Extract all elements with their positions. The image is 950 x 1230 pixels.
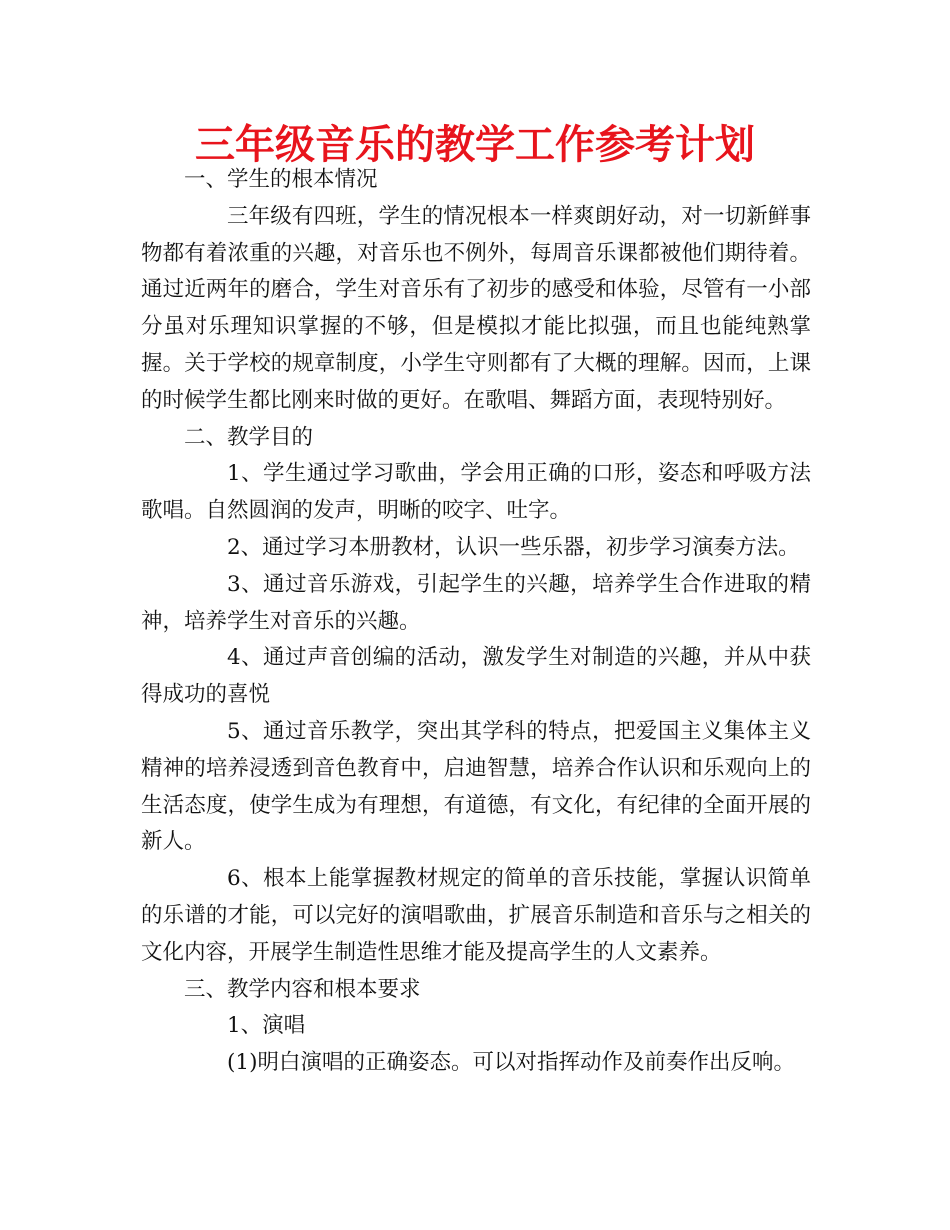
- document-title: 三年级音乐的教学工作参考计划: [195, 122, 755, 168]
- goal-item-2: 2、通过学习本册教材，认识一些乐器，初步学习演奏方法。: [227, 534, 800, 560]
- goal-item-6: 6、根本上能掌握教材规定的简单的音乐技能，掌握认识简单的乐谱的才能，可以完好的演唱歌曲，扩展音乐制造和音乐与之相关的文化内容，开展学生制造性思维才能及提高学生的人文素养。: [141, 866, 811, 965]
- section-heading-3: 三、教学内容和根本要求: [184, 976, 421, 1002]
- paragraph-student-situation: 三年级有四班，学生的情况根本一样爽朗好动，对一切新鲜事物都有着浓重的兴趣，对音乐也不例外，每周音乐课都被他们期待着。通过近两年的磨合，学生对音乐有了初步的感受和体验，尽管有一小部分虽对乐理知识掌握的不够，但是模拟才能比拟强，而且也能纯熟掌握。关于学校的规章制度，小学生守则都有了大概的理解。因而，上课的时候学生都比刚来时做的更好。在歌唱、舞蹈方面，表现特别好。: [141, 203, 811, 413]
- document-body: [141, 162, 811, 1082]
- subsection-singing: 1、演唱: [227, 1013, 306, 1039]
- goal-item-4: 4、通过声音创编的活动，激发学生对制造的兴趣，并从中获得成功的喜悦: [141, 645, 811, 708]
- goal-item-1: 1、学生通过学习歌曲，学会用正确的口形，姿态和呼吸方法歌唱。自然圆润的发声，明晰的咬字、吐字。: [141, 461, 811, 524]
- section-heading-1: 一、学生的根本情况: [184, 167, 378, 192]
- section-heading-2: 二、教学目的: [184, 424, 314, 450]
- goal-item-5: 5、通过音乐教学，突出其学科的特点，把爱国主义集体主义精神的培养浸透到音色教育中，启迪智慧，培养合作认识和乐观向上的生活态度，使学生成为有理想，有道德，有文化，有纪律的全面开展的新人。: [141, 718, 811, 855]
- goal-item-3: 3、通过音乐游戏，引起学生的兴趣，培养学生合作进取的精神，培养学生对音乐的兴趣。: [141, 571, 811, 634]
- singing-item-1: (1)明白演唱的正确姿态。可以对指挥动作及前奏作出反响。: [227, 1050, 795, 1076]
